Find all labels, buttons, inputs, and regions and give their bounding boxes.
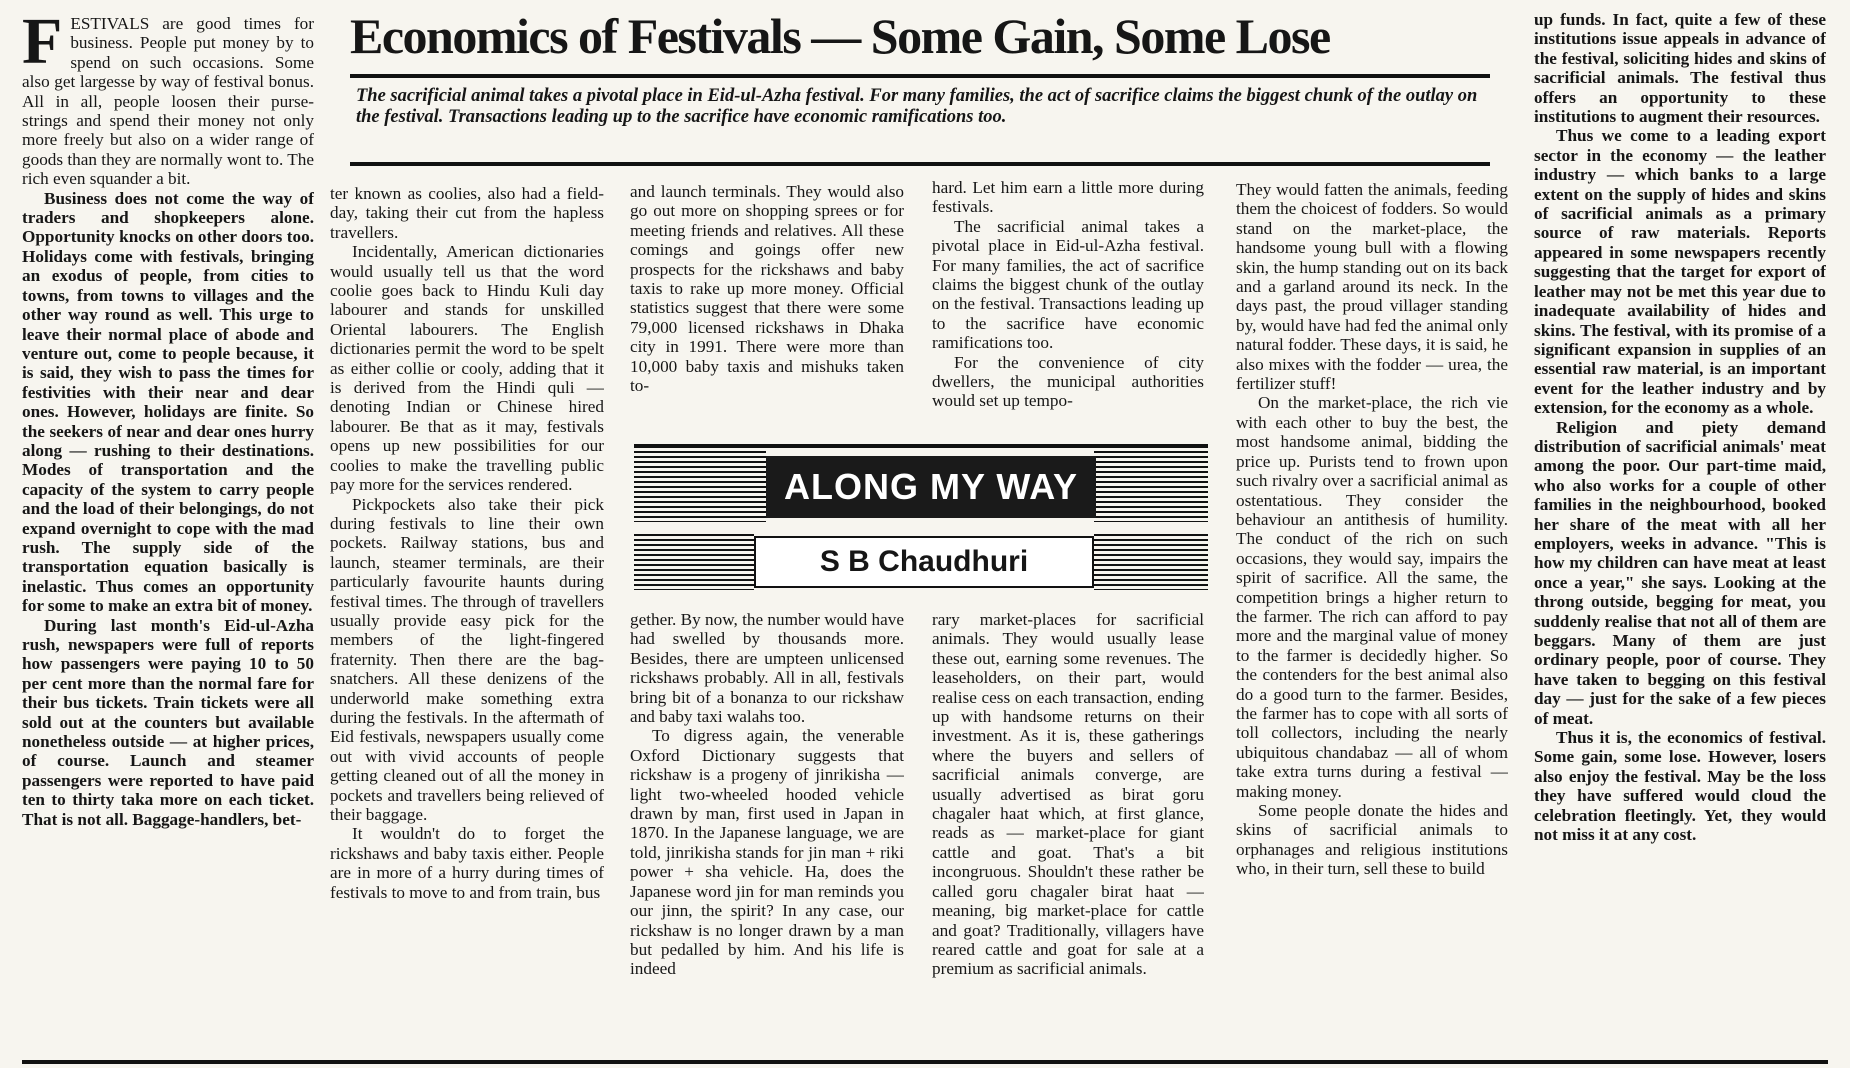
paragraph: gether. By now, the number would have had swelled by thousands more. Besides, there are umpteen unlicensed rickshaws probably. All in all, festivals bring bit of a bonanza to our rickshaw and baby taxi walahs too.	[630, 610, 904, 727]
paragraph: Religion and piety demand distribution of sacrificial animals' meat among the poor. Our part-time maid, who also works for a couple of other families in the neighbourhood, booked her share of the meat with all her employers, weeks in advance. "This is how my children can have meat at least once a year," she says. Looking at the throng outside, begging for meat, you suddenly realise that not all of them are beggars. Many of them are just ordinary people, poor of course. They have taken to begging on this festival day — just for the sake of a few pieces of meat.	[1534, 417, 1826, 728]
paragraph: Business does not come the way of traders and shopkeepers alone. Opportunity knocks on other doors too. Holidays come with festivals, bringing an exodus of people, from cities to towns, from towns to villages and the other way round as well. This urge to leave their normal place of abode and venture out, come to people because, it is said, they wish to pass the times for festivities with their near and dear ones. However, holidays are finite. So the seekers of near and dear ones hurry along — rushing to their destinations. Modes of transportation and the capacity of the system to carry people and the load of their belongings, do not expand overnight to cope with the mad rush. The supply side of the transportation equation basically is inelastic. Thus comes an opportunity for some to make an extra bit of money.	[22, 188, 314, 616]
paragraph: Incidentally, American dictionaries would usually tell us that the word coolie goes back to Hindu Kuli day labourer and stands for unskilled Oriental labourers. The English dictionaries permit the word to be spelt as either collie or cooly, adding that it is derived from the Hindi quli — denoting Indian or Chinese hired labourer. Be that as it may, festivals opens up new possibilities for our coolies to make the travelling public pay more for the services rendered.	[330, 242, 604, 495]
deck: The sacrificial animal takes a pivotal place in Eid-ul-Azha festival. For many families, the act of sacrifice claims the biggest chunk of the outlay on the festival. Transactions leading up to the sacrifice have economic ramifications too.	[356, 86, 1478, 127]
column-3-top	[630, 182, 904, 434]
paragraph: On the market-place, the rich vie with each other to buy the best, the most handsome animal, bidding the price up. Purists tend to frown upon such rivalry over a sacrificial animal as ostentatious. They consider the behaviour an antithesis of humility. The conduct of the rich on such occasions, they would say, impairs the spirit of sacrifice. All the same, the competition brings a higher return to the farmer. The rich can afford to pay more and the marginal value of money to the farmer is decidedly higher. So the contenders for the best animal also do a good turn to the farmer. Besides, the farmer has to cope with all sorts of toll collectors, including the nearly ubiquitous chandabaz — all of whom take extra turns during a festival — making money.	[1236, 393, 1508, 801]
paragraph: During last month's Eid-ul-Azha rush, newspapers were full of reports how passengers were paying 10 to 50 per cent more than the normal fare for their bus tickets. Train tickets were all sold out at the counters but available nonetheless outside — at higher prices, of course. Launch and steamer passengers were reported to have paid ten to thirty taka more on each ticket. That is not all. Baggage-handlers, bet-	[22, 615, 314, 829]
column-logo-stripes-left	[634, 446, 766, 522]
paragraph: Thus it is, the economics of festival. Some gain, some lose. However, losers also enjoy the festival. May be the loss they have suffered would cloud the celebration fleetingly. Yet, they would not miss it at any cost.	[1534, 728, 1826, 845]
paragraph: To digress again, the venerable Oxford Dictionary suggests that rickshaw is a progeny of jinrikisha — light two-wheeled hooded vehicle drawn by man, first used in Japan in 1870. In the Japanese language, we are told, jinrikisha stands for jin man + riki power + sha vehicle. Ha, does the Japanese word jin for man reminds you our jinn, the spirit? In any case, our rickshaw is no longer drawn by a man but pedalled by him. And his life is indeed	[630, 726, 904, 979]
column-4-top	[932, 178, 1204, 434]
byline-stripes-right	[1094, 534, 1208, 590]
column-title: ALONG MY WAY	[766, 456, 1096, 518]
column-5	[1236, 180, 1508, 1054]
column-6	[1534, 10, 1826, 1054]
column-logo-top-bar	[634, 444, 1208, 448]
deck-rule	[350, 162, 1490, 166]
paragraph: Pickpockets also take their pick during festivals to line their own pockets. Railway stations, bus and launch, steamer terminals, are their particularly favourite haunts during festival times. The through of travellers usually provide easy pick for the members of the light-fingered fraternity. Then there are the bag-snatchers. All these denizens of the underworld make something extra during the festivals. In the aftermath of Eid festivals, newspapers usually come out with vivid accounts of people getting cleaned out of all the money in pockets and travellers being relieved of their baggage.	[330, 494, 604, 824]
paragraph: ESTIVALS are good times for business. People put money by to spend on such occasions. Some also get largesse by way of festival bonus. All in all, people loosen their purse-strings and spend their money not only more freely but also on a wider range of goods than they are normally wont to. The rich even squander a bit.	[22, 14, 314, 189]
column-4-bottom	[932, 610, 1204, 1054]
paragraph: Thus we come to a leading export sector in the economy — the leather industry — which banks to a large extent on the supply of hides and skins of sacrificial animals as a primary source of raw materials. Reports appeared in some newspapers recently suggesting that the target for export of leather may not be met this year due to inadequate availability of hides and skins. The festival, with its promise of a significant expansion in supplies of an essential raw material, is an important event for the leather industry and by extension, for the economy as a whole.	[1534, 126, 1826, 418]
paragraph: ter known as coolies, also had a field-day, taking their cut from the hapless travellers.	[330, 184, 604, 242]
bottom-rule	[22, 1060, 1828, 1064]
paragraph: They would fatten the animals, feeding them the choicest of fodders. So would stand on the market-place, the handsome young bull with a flowing skin, the hump standing out on its back and a garland around its neck. In the days past, the proud villager standing by, would have had fed the animal only natural fodder. These days, it is said, he also mixes with the fodder — urea, the fertilizer stuff!	[1236, 180, 1508, 394]
paragraph: For the convenience of city dwellers, the municipal authorities would set up tempo-	[932, 352, 1204, 411]
byline: S B Chaudhuri	[754, 536, 1094, 588]
paragraph: The sacrificial animal takes a pivotal place in Eid-ul-Azha festival. For many families, the act of sacrifice claims the biggest chunk of the outlay on the festival. Transactions leading up to the sacrifice have economic ramifications too.	[932, 216, 1204, 353]
byline-stripes-left	[634, 534, 754, 590]
drop-cap: F	[22, 14, 63, 78]
paragraph: Some people donate the hides and skins of sacrificial animals to orphanages and religious institutions who, in their turn, sell these to build	[1236, 801, 1508, 879]
column-3-bottom	[630, 610, 904, 1054]
paragraph: and launch terminals. They would also go out more on shopping sprees or for meeting friends and relatives. All these comings and goings offer new prospects for the rickshaws and baby taxis to rake up more money. Official statistics suggest that there were some 79,000 licensed rickshaws in Dhaka city in 1991. There were more than 10,000 baby taxis and mishuks taken to-	[630, 182, 904, 396]
paragraph: up funds. In fact, quite a few of these institutions issue appeals in advance of the festival, soliciting hides and skins of sacrificial animals. The festival thus offers an opportunity to these institutions to augment their resources.	[1534, 10, 1826, 127]
paragraph: hard. Let him earn a little more during festivals.	[932, 178, 1204, 217]
headline: Economics of Festivals — Some Gain, Some Lose	[350, 8, 1330, 64]
column-logo-stripes-right	[1094, 446, 1208, 522]
column-2	[330, 184, 604, 1054]
paragraph: It wouldn't do to forget the rickshaws and baby taxis either. People are in more of a hurry during times of festivals to move to and from train, bus	[330, 824, 604, 902]
headline-rule	[350, 74, 1490, 78]
paragraph: rary market-places for sacrificial animals. They would usually lease these out, earning some revenues. The leaseholders, on their part, would realise cess on each transaction, ending up with handsome returns on their investment. As it is, these gatherings where the buyers and sellers of sacrificial animals converge, are usually advertised as birat goru chagaler haat which, at first glance, reads as — market-place for giant cattle and goat. That's a bit incongruous. Shouldn't these rather be called goru chagaler birat haat — meaning, big market-place for cattle and goat? Traditionally, villagers have reared cattle and goat for sale at a premium as sacrificial animals.	[932, 610, 1204, 979]
column-1	[22, 14, 314, 1054]
